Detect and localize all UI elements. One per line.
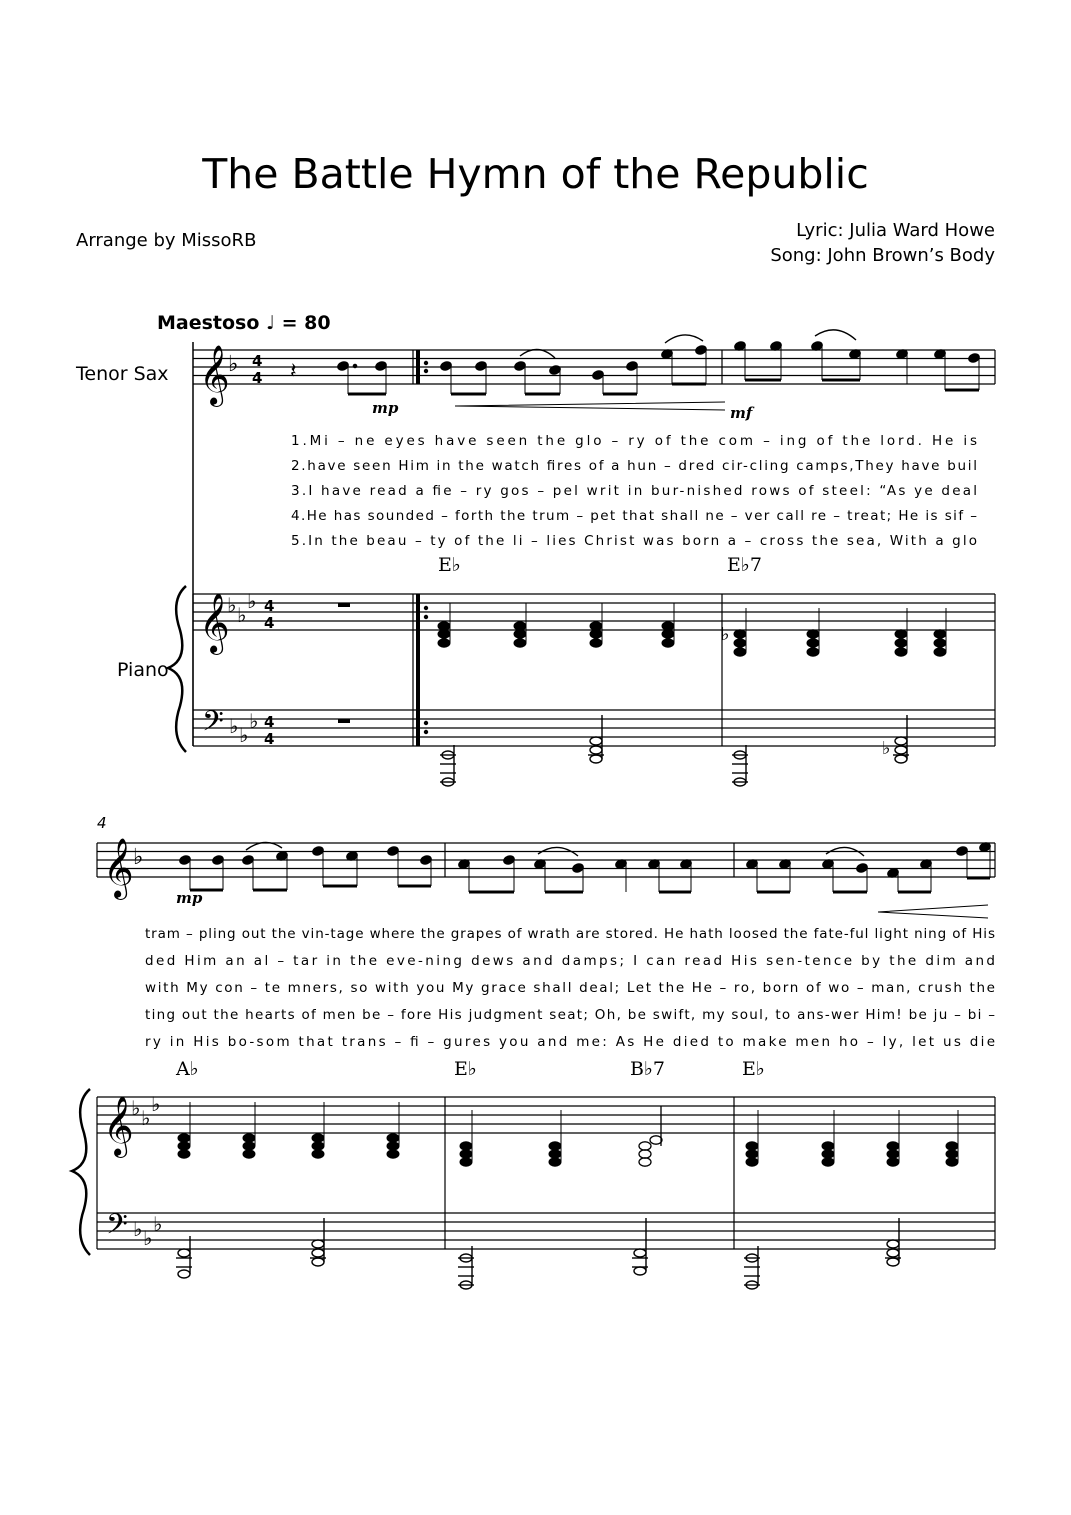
lyric-line: ting out the hearts of men be – fore His judgment seat; Oh, be swift, my soul, to ans-wer Him! be ju – bi – <box>145 1007 995 1023</box>
time-signature <box>252 352 262 387</box>
piano-brace <box>72 1089 90 1255</box>
lyricist-credit: Lyric: Julia Ward Howe <box>796 220 995 241</box>
flat-key-icon: ♭ <box>227 593 237 617</box>
sax-notes-m2 <box>439 335 707 394</box>
lyric-line: 4.He has sounded – forth the trum – pet that shall ne – ver call re – treat; He is sif – <box>291 508 977 524</box>
svg-text:♭: ♭ <box>153 1212 163 1236</box>
lyrics-system-1 <box>291 433 977 549</box>
sax-notes-m3 <box>733 330 980 390</box>
lyric-line: ded Him an al – tar in the eve-ning dews and damps; I can read His sen-tence by the dim and <box>145 953 996 969</box>
sax-notes-m1 <box>290 359 388 394</box>
crescendo-hairpin <box>878 905 988 918</box>
piano-treble-staff-2 <box>97 1097 995 1249</box>
svg-text:𝄽: 𝄽 <box>290 359 297 384</box>
bass-clef-icon: 𝄢 <box>202 705 224 745</box>
song-credit: Song: John Brown’s Body <box>770 245 995 266</box>
piano-treble-staff-1 <box>193 594 995 746</box>
svg-text:4: 4 <box>252 369 263 387</box>
piano-lh-notes-2 <box>176 1218 901 1289</box>
tempo-word: Maestoso <box>157 312 260 334</box>
flat-key-icon: ♭ <box>247 589 257 613</box>
svg-text:4: 4 <box>264 614 275 632</box>
crescendo-hairpin <box>455 402 725 410</box>
dynamic-mp: mp <box>372 399 399 417</box>
lyric-line: tram – pling out the vin-tage where the grapes of wrath are stored. He hath loosed the fate-ful light ning of His <box>145 926 996 942</box>
lyric-line: 2.have seen Him in the watch fires of a hun – dred cir-cling camps,They have buil <box>291 458 978 474</box>
chord-symbol: A♭ <box>176 1058 199 1080</box>
svg-text:♭: ♭ <box>151 1092 161 1116</box>
system-2 <box>72 814 995 1289</box>
svg-text:4: 4 <box>252 352 263 370</box>
flat-key-icon: ♭ <box>229 714 239 738</box>
chord-symbol: E♭7 <box>727 554 762 576</box>
svg-text:♭: ♭ <box>133 1217 143 1241</box>
svg-text:♭: ♭ <box>131 1096 141 1120</box>
svg-text:4: 4 <box>264 730 275 748</box>
svg-text:4: 4 <box>264 713 275 731</box>
page-title: The Battle Hymn of the Republic <box>202 150 869 198</box>
flat-key-icon: ♭ <box>228 352 239 377</box>
piano-brace <box>168 586 186 752</box>
treble-clef-icon: 𝄞 <box>199 345 230 405</box>
instrument-label-sax: Tenor Sax <box>76 363 169 385</box>
treble-clef-icon: 𝄞 <box>103 838 134 898</box>
whole-rest-icon <box>338 603 350 607</box>
piano-bass-staff-2 <box>97 1213 995 1249</box>
bass-clef-icon: 𝄢 <box>106 1208 128 1248</box>
svg-text:♭: ♭ <box>721 624 730 645</box>
tempo-bpm: = 80 <box>281 312 331 334</box>
dynamic-mp: mp <box>176 889 203 907</box>
measure-number: 4 <box>97 814 107 832</box>
piano-bass-staff-1 <box>193 710 995 746</box>
svg-text:4: 4 <box>264 597 275 615</box>
treble-clef-icon: 𝄞 <box>103 1096 134 1156</box>
arranger-credit: Arrange by MissoRB <box>76 230 257 251</box>
instrument-label-piano: Piano <box>117 659 169 681</box>
lyric-line: ry in His bo-som that trans – fi – gures you and me: As He died to make men ho – ly, let us die <box>145 1034 996 1050</box>
flat-key-icon: ♭ <box>133 845 144 870</box>
lyrics-system-2 <box>145 926 995 1050</box>
chord-symbol: E♭ <box>742 1058 765 1080</box>
lyric-line: 5.In the beau – ty of the li – lies Christ was born a – cross the sea, With a glo <box>291 533 977 549</box>
chord-symbol: E♭ <box>438 554 461 576</box>
sax-notes-m4 <box>178 841 991 892</box>
lyric-line: 1.Mi – ne eyes have seen the glo – ry of the com – ing of the lord. He is <box>291 433 977 449</box>
svg-text:♭: ♭ <box>143 1226 153 1250</box>
lyric-line: 3.I have read a fie – ry gos – pel writ in bur-nished rows of steel: “As ye deal <box>291 483 978 499</box>
flat-key-icon: ♭ <box>237 603 247 627</box>
chord-symbol: B♭7 <box>630 1058 666 1080</box>
dynamic-mf: mf <box>730 404 753 422</box>
svg-text:♭: ♭ <box>141 1106 151 1130</box>
chord-symbol: E♭ <box>454 1058 477 1080</box>
system-1 <box>168 330 995 786</box>
quarter-note-icon: ♩ <box>266 312 276 334</box>
treble-clef-icon: 𝄞 <box>199 593 230 653</box>
flat-accidental-icon: ♭ <box>882 738 891 759</box>
piano-lh-notes-1 <box>440 715 909 786</box>
piano-rh-chords-2 <box>178 1102 958 1166</box>
flat-key-icon: ♭ <box>249 709 259 733</box>
flat-key-icon: ♭ <box>239 723 249 747</box>
lyric-line: with My con – te mners, so with you My grace shall deal; Let the He – ro, born of wo – man, crush the <box>145 980 995 996</box>
